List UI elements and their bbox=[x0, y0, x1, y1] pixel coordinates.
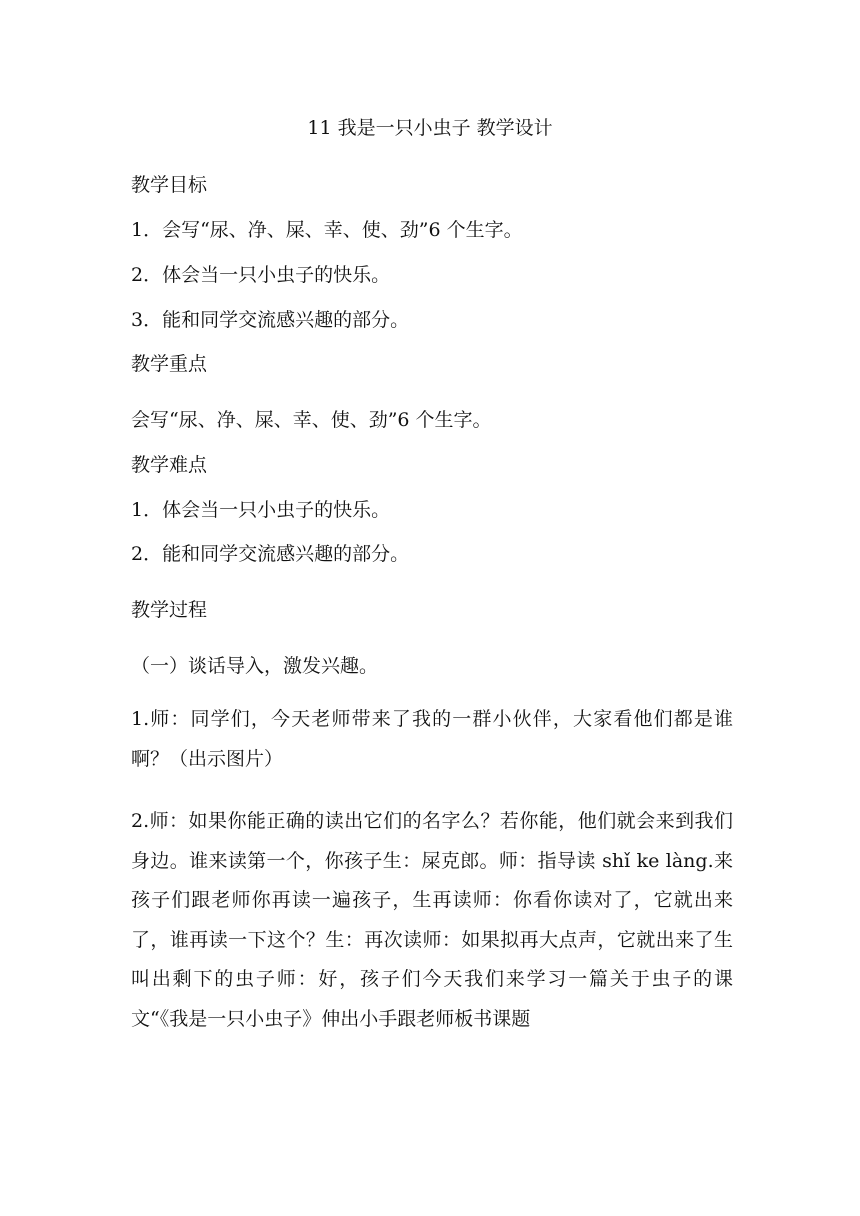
process-section-1: （一）谈话导入，激发兴趣。 bbox=[131, 655, 379, 677]
objective-item-2: 2．体会当一只小虫子的快乐。 bbox=[131, 264, 391, 286]
process-step-2: 2.师：如果你能正确的读出它们的名字么？若你能，他们就会来到我们身边。谁来读第一个，你孩子生：屎克郎。师：指导读 shǐ ke làng.来孩子们跟老师你再读一遍孩子，生再读师：你看你读对了，它就出来了，谁再读一下这个？生：再次读师：如果拟再大点声，它就出来了生叫出剩下的虫子师：好，孩子们今天我们来学习一篇关于虫子的课文“《我是一只小虫子》伸出小手跟老师板书课题 bbox=[131, 810, 733, 1030]
difficulty-item-2: 2．能和同学交流感兴趣的部分。 bbox=[131, 543, 410, 565]
document-title: 11 我是一只小虫子 教学设计 bbox=[307, 117, 553, 139]
difficulties-heading: 教学难点 bbox=[131, 454, 208, 476]
objectives-heading: 教学目标 bbox=[131, 174, 208, 196]
key-points-heading: 教学重点 bbox=[131, 353, 208, 375]
process-heading: 教学过程 bbox=[131, 599, 208, 621]
process-step-1: 1.师：同学们，今天老师带来了我的一群小伙伴，大家看他们都是谁啊？（出示图片） bbox=[131, 708, 733, 770]
objective-item-3: 3．能和同学交流感兴趣的部分。 bbox=[131, 309, 410, 331]
objective-item-1: 1．会写“尿、净、屎、幸、使、劲”6 个生字。 bbox=[131, 219, 523, 241]
difficulty-item-1: 1．体会当一只小虫子的快乐。 bbox=[131, 499, 391, 521]
key-points-text: 会写“尿、净、屎、幸、使、劲”6 个生字。 bbox=[131, 409, 492, 431]
